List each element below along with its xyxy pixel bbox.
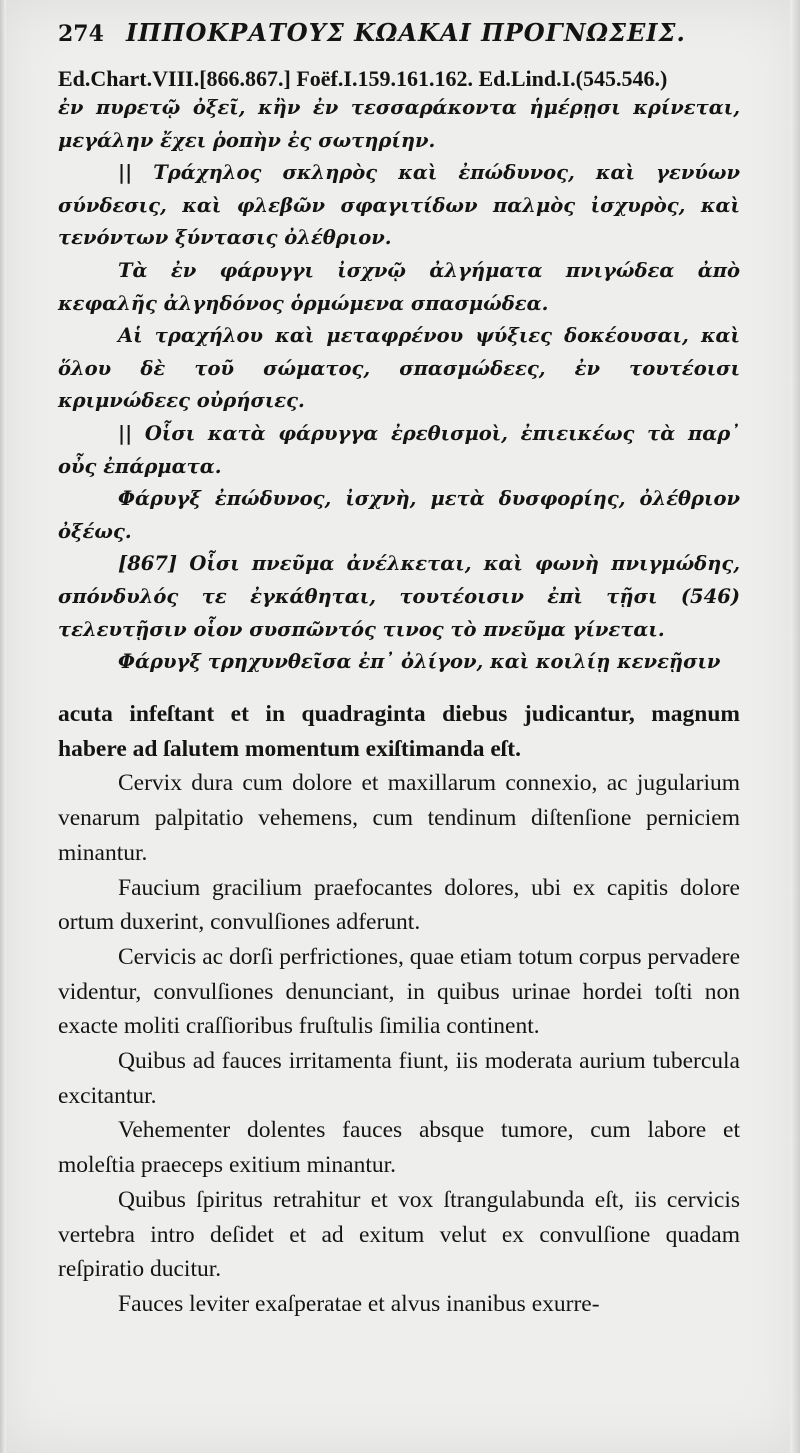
page-edge-shadow — [790, 0, 800, 1453]
latin-paragraph: Quibus ad fauces irritamenta fiunt, iis moderata aurium tubercula excitantur. — [58, 1048, 740, 1109]
latin-paragraph: Cervicis ac dorſi perfrictiones, quae etiam totum corpus pervadere videntur, convulſiones denunciant, in quibus urinae hordei toſti non exacte moliti craſſioribus fruſtulis ſimilia continent. — [58, 943, 740, 1040]
latin-paragraph: Fauces leviter exaſperatae et alvus inanibus exurre- — [118, 1290, 600, 1317]
edition-reference-line: Ed.Chart.VIII.[866.867.] Foëf.I.159.161.162. Ed.Lind.I.(545.546.) — [58, 66, 668, 91]
page-edge-shadow — [0, 0, 6, 1453]
greek-paragraph: Φάρυγξ ἐπώδυνος, ἰσχνὴ, μετὰ δυσφορίης, ὀλέθριον ὀξέως. — [58, 487, 740, 543]
latin-paragraph: Cervix dura cum dolore et maxillarum connexio, ac jugularium venarum palpitatio vehemens, cum tendinum diſtenſione perniciem minantur. — [58, 770, 740, 866]
latin-paragraph: acuta infeſtant et in quadraginta diebus judicantur, magnum habere ad ſalutem momentum exiſtimanda eſt. — [58, 701, 740, 762]
greek-paragraph: || Τράχηλος σκληρὸς καὶ ἐπώδυνος, καὶ γενύων σύνδεσις, καὶ φλεβῶν σφαγιτίδων παλμὸς ἰσχυρὸς, καὶ τενόντων ξύντασις ὀλέθριον. — [58, 161, 740, 250]
page-header — [58, 18, 740, 47]
running-title: ΙΠΠΟΚΡΑΤΟΥΣ ΚΩΑΚΑΙ ΠΡΟΓΝΩΣΕΙΣ. — [125, 18, 686, 47]
latin-paragraph: Vehementer dolentes fauces absque tumore, cum labore et moleſtia praeceps exitium minantur. — [58, 1117, 740, 1179]
greek-paragraph: Αἱ τραχήλου καὶ μεταφρένου ψύξιες δοκέουσαι, καὶ ὅλου δὲ τοῦ σώματος, σπασμώδεες, ἐν τουτέοισι κριμνώδεες οὐρήσιες. — [58, 324, 740, 413]
greek-paragraph: Φάρυγξ τρηχυνθεῖσα ἐπ᾽ ὀλίγον, καὶ κοιλίῃ κενεῇσιν — [118, 650, 721, 674]
greek-paragraph: ἐν πυρετῷ ὀξεῖ, κἢν ἐν τεσσαράκοντα ἡμέρῃσι κρίνεται, μεγάλην ἔχει ῥοπὴν ἐς σωτηρίην. — [58, 96, 740, 152]
greek-paragraph: [867] Οἷσι πνεῦμα ἀνέλκεται, καὶ φωνὴ πνιγμώδης, σπόνδυλός τε ἐγκάθηται, τουτέοισιν ἐπὶ τῇσι (546) τελευτῇσιν οἷον συσπῶντός τινος τὸ πνεῦμα γίνεται. — [58, 552, 740, 641]
greek-paragraph: || Οἷσι κατὰ φάρυγγα ἐρεθισμοὶ, ἐπιεικέως τὰ παρ᾽ οὖς ἐπάρματα. — [58, 421, 740, 478]
latin-translation-block — [58, 697, 740, 1322]
latin-paragraph: Quibus ſpiritus retrahitur et vox ſtrangulabunda eſt, iis cervicis vertebra intro deſidet et ad exitum velut ex convulſione quadam reſpiratio ducitur. — [58, 1186, 740, 1283]
latin-paragraph: Faucium gracilium praefocantes dolores, ubi ex capitis dolore ortum duxerint, convulſiones adferunt. — [58, 874, 740, 936]
greek-paragraph: Τὰ ἐν φάρυγγι ἰσχνῷ ἀλγήματα πνιγώδεα ἀπὸ κεφαλῆς ἀλγηδόνος ὁρμώμενα σπασμώδεα. — [58, 258, 740, 315]
page-number: 274 — [58, 21, 104, 47]
greek-text-block — [58, 92, 740, 679]
